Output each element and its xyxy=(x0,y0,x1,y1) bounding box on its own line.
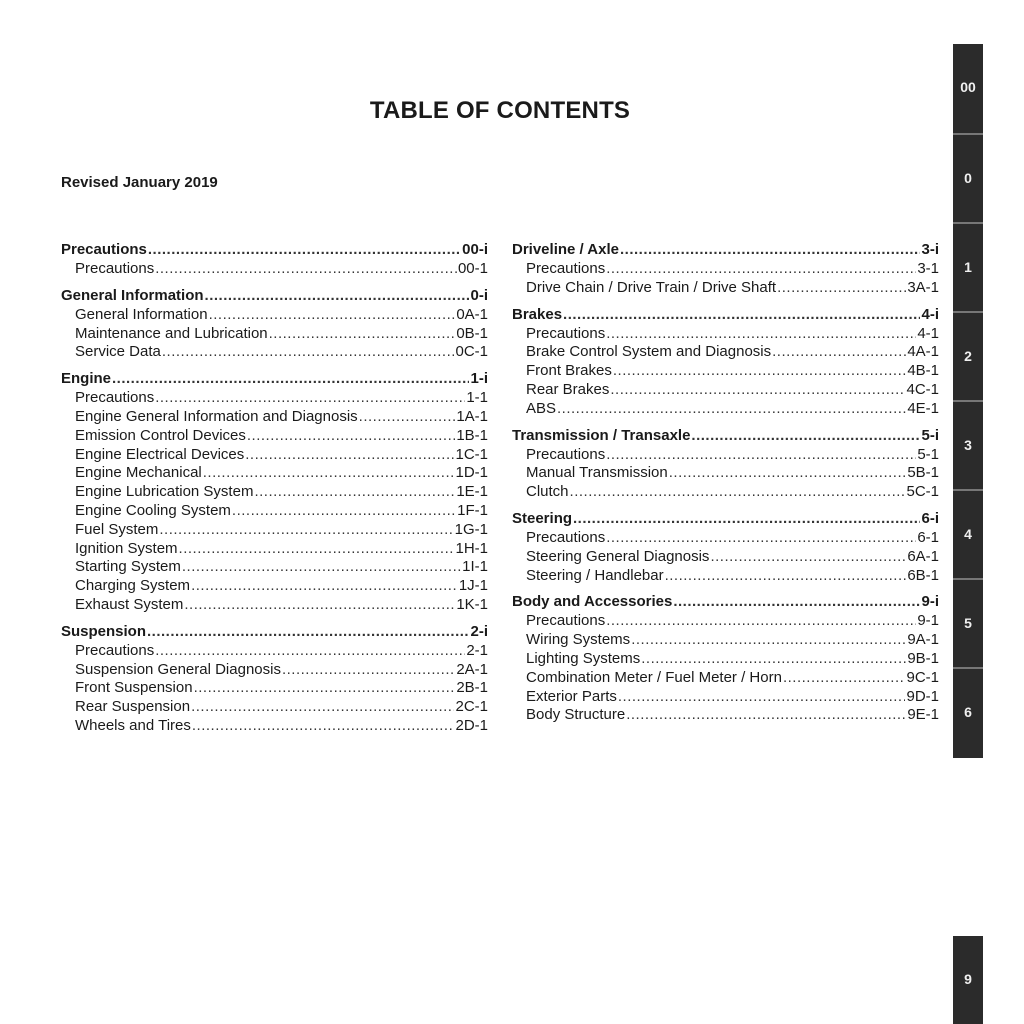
entry-title: Brake Control System and Diagnosis xyxy=(526,343,772,361)
entry-page-number: 0C-1 xyxy=(455,343,488,361)
dot-leader xyxy=(613,362,906,381)
toc-entry[interactable] xyxy=(61,389,488,408)
dot-leader xyxy=(179,540,455,559)
entry-page-number: 2A-1 xyxy=(456,660,488,678)
dot-leader xyxy=(563,305,920,325)
entry-page-number: 9A-1 xyxy=(907,631,939,649)
section-tab-label: 6 xyxy=(964,704,972,720)
toc-right-column xyxy=(512,240,939,732)
section-page-number: 5-i xyxy=(921,426,939,444)
entry-page-number: 1A-1 xyxy=(456,407,488,425)
toc-entry[interactable] xyxy=(512,548,939,567)
entry-title: Precautions xyxy=(75,389,155,407)
toc-entry[interactable] xyxy=(512,260,939,279)
entry-title: Wiring Systems xyxy=(526,631,631,649)
toc-entry[interactable] xyxy=(512,529,939,548)
dot-leader xyxy=(772,343,906,362)
dot-leader xyxy=(710,548,906,567)
toc-section-general-information xyxy=(61,286,488,362)
toc-section-heading[interactable] xyxy=(61,622,488,642)
toc-entry[interactable] xyxy=(61,464,488,483)
dot-leader xyxy=(112,369,469,389)
section-title: General Information xyxy=(61,286,204,304)
entry-title: Precautions xyxy=(75,641,155,659)
toc-entry[interactable] xyxy=(512,650,939,669)
dot-leader xyxy=(162,343,455,362)
entry-title: Precautions xyxy=(526,324,606,342)
section-title: Steering xyxy=(512,509,573,527)
entry-title: Combination Meter / Fuel Meter / Horn xyxy=(526,668,782,686)
section-tab-label: 0 xyxy=(964,170,972,186)
toc-entry[interactable] xyxy=(61,343,488,362)
entry-title: Engine Cooling System xyxy=(75,501,231,519)
toc-entry[interactable] xyxy=(512,706,939,725)
entry-page-number: 2B-1 xyxy=(456,679,488,697)
dot-leader xyxy=(618,688,906,707)
dot-leader xyxy=(691,426,920,446)
entry-title: Starting System xyxy=(75,558,181,576)
dot-leader xyxy=(159,521,453,540)
dot-leader xyxy=(254,483,455,502)
entry-title: Rear Suspension xyxy=(75,698,191,716)
entry-page-number: 2-1 xyxy=(466,641,488,659)
section-tab-4[interactable] xyxy=(953,489,983,580)
section-tab-1[interactable] xyxy=(953,222,983,313)
toc-entry[interactable] xyxy=(61,558,488,577)
toc-left-column xyxy=(61,240,488,743)
toc-entry[interactable] xyxy=(512,688,939,707)
toc-entry[interactable] xyxy=(61,260,488,279)
dot-leader xyxy=(282,661,455,680)
entry-page-number: 6-1 xyxy=(917,528,939,546)
toc-entry[interactable] xyxy=(61,306,488,325)
section-title: Driveline / Axle xyxy=(512,241,619,258)
dot-leader xyxy=(610,381,905,400)
toc-section-heading[interactable] xyxy=(512,509,939,529)
section-page-number: 3-i xyxy=(921,241,939,258)
entry-page-number: 5C-1 xyxy=(906,483,939,501)
entry-title: Fuel System xyxy=(75,520,159,538)
entry-page-number: 1B-1 xyxy=(456,426,488,444)
toc-entry[interactable] xyxy=(512,612,939,631)
entry-page-number: 1E-1 xyxy=(456,483,488,501)
entry-title: Front Suspension xyxy=(75,679,193,697)
dot-leader xyxy=(209,306,456,325)
section-page-number: 9-i xyxy=(921,593,939,611)
section-tab-label: 00 xyxy=(960,79,976,95)
section-title: Precautions xyxy=(61,241,147,258)
section-title: Suspension xyxy=(61,622,147,640)
toc-entry[interactable] xyxy=(61,596,488,615)
toc-entry[interactable] xyxy=(61,717,488,736)
dot-leader xyxy=(606,529,916,548)
entry-page-number: 4E-1 xyxy=(907,399,939,417)
toc-entry[interactable] xyxy=(512,279,939,298)
toc-entry[interactable] xyxy=(61,679,488,698)
entry-title: Drive Chain / Drive Train / Drive Shaft xyxy=(526,278,777,296)
dot-leader xyxy=(147,622,469,642)
toc-entry[interactable] xyxy=(61,325,488,344)
section-page-number: 0-i xyxy=(470,286,488,304)
toc-entry[interactable] xyxy=(512,343,939,362)
entry-title: Wheels and Tires xyxy=(75,716,191,734)
entry-page-number: 1K-1 xyxy=(456,595,488,613)
dot-leader xyxy=(155,389,465,408)
section-tab-label: 5 xyxy=(964,615,972,631)
toc-entry[interactable] xyxy=(61,427,488,446)
entry-title: ABS xyxy=(526,399,557,417)
dot-leader xyxy=(557,400,906,419)
toc-entry[interactable] xyxy=(512,381,939,400)
entry-title: Clutch xyxy=(526,483,569,501)
dot-leader xyxy=(203,464,455,483)
dot-leader xyxy=(626,706,906,725)
entry-page-number: 0A-1 xyxy=(456,305,488,323)
dot-leader xyxy=(606,325,916,344)
toc-entry[interactable] xyxy=(61,446,488,465)
entry-title: Precautions xyxy=(75,260,155,277)
entry-title: General Information xyxy=(75,305,208,323)
section-tab-6[interactable] xyxy=(953,667,983,758)
entry-title: Rear Brakes xyxy=(526,380,610,398)
toc-section-transmission-transaxle xyxy=(512,426,939,502)
toc-entry[interactable] xyxy=(61,483,488,502)
entry-title: Maintenance and Lubrication xyxy=(75,324,268,342)
section-tab-3[interactable] xyxy=(953,400,983,491)
entry-page-number: 4B-1 xyxy=(907,362,939,380)
toc-section-engine xyxy=(61,369,488,615)
entry-title: Engine Electrical Devices xyxy=(75,445,245,463)
entry-page-number: 5-1 xyxy=(917,445,939,463)
toc-entry[interactable] xyxy=(512,325,939,344)
entry-title: Steering / Handlebar xyxy=(526,566,664,584)
toc-section-heading[interactable] xyxy=(61,369,488,389)
dot-leader xyxy=(194,679,456,698)
dot-leader xyxy=(665,567,907,586)
entry-page-number: 00-1 xyxy=(457,260,488,277)
entry-page-number: 1F-1 xyxy=(457,501,488,519)
entry-title: Emission Control Devices xyxy=(75,426,246,444)
entry-page-number: 6B-1 xyxy=(907,566,939,584)
entry-title: Front Brakes xyxy=(526,362,612,380)
section-tab-label: 2 xyxy=(964,348,972,364)
dot-leader xyxy=(245,446,454,465)
toc-entry[interactable] xyxy=(61,577,488,596)
toc-section-heading[interactable] xyxy=(61,240,488,260)
entry-page-number: 4A-1 xyxy=(907,343,939,361)
section-title: Engine xyxy=(61,370,112,388)
section-tab-2[interactable] xyxy=(953,311,983,402)
dot-leader xyxy=(777,279,906,298)
entry-title: Manual Transmission xyxy=(526,464,668,482)
revision-date: Revised January 2019 xyxy=(61,174,218,191)
toc-entry[interactable] xyxy=(512,567,939,586)
dot-leader xyxy=(641,650,906,669)
toc-entry[interactable] xyxy=(512,400,939,419)
toc-section-heading[interactable] xyxy=(61,286,488,306)
entry-title: Precautions xyxy=(526,612,606,630)
entry-title: Engine Lubrication System xyxy=(75,483,254,501)
toc-section-heading[interactable] xyxy=(512,240,939,260)
dot-leader xyxy=(191,577,458,596)
dot-leader xyxy=(359,408,456,427)
section-tab-00[interactable] xyxy=(953,44,983,135)
toc-entry[interactable] xyxy=(61,502,488,521)
toc-section-body-and-accessories xyxy=(512,592,939,725)
section-tab-0[interactable] xyxy=(953,133,983,224)
toc-entry[interactable] xyxy=(512,631,939,650)
toc-entry[interactable] xyxy=(512,483,939,502)
section-title: Transmission / Transaxle xyxy=(512,426,691,444)
toc-entry[interactable] xyxy=(61,661,488,680)
entry-title: Service Data xyxy=(75,343,161,361)
dot-leader xyxy=(269,325,456,344)
section-page-number: 4-i xyxy=(921,305,939,323)
entry-title: Charging System xyxy=(75,577,191,595)
dot-leader xyxy=(606,446,916,465)
entry-page-number: 4C-1 xyxy=(906,380,939,398)
entry-page-number: 1D-1 xyxy=(455,464,488,482)
entry-page-number: 2C-1 xyxy=(455,698,488,716)
section-title: Body and Accessories xyxy=(512,593,673,611)
dot-leader xyxy=(606,260,916,279)
entry-page-number: 3-1 xyxy=(917,260,939,277)
section-tab-label: 4 xyxy=(964,526,972,542)
dot-leader xyxy=(669,464,907,483)
dot-leader xyxy=(247,427,455,446)
entry-page-number: 1J-1 xyxy=(458,577,488,595)
entry-title: Precautions xyxy=(526,445,606,463)
section-page-number: 6-i xyxy=(921,509,939,527)
entry-page-number: 9-1 xyxy=(917,612,939,630)
entry-title: Exhaust System xyxy=(75,595,184,613)
toc-section-heading[interactable] xyxy=(512,305,939,325)
entry-page-number: 5B-1 xyxy=(907,464,939,482)
toc-section-brakes xyxy=(512,305,939,419)
entry-title: Ignition System xyxy=(75,539,178,557)
entry-title: Steering General Diagnosis xyxy=(526,547,710,565)
entry-page-number: 1-1 xyxy=(466,389,488,407)
dot-leader xyxy=(155,260,457,279)
dot-leader xyxy=(184,596,455,615)
toc-section-suspension xyxy=(61,622,488,736)
section-tab-5[interactable] xyxy=(953,578,983,669)
dot-leader xyxy=(573,509,920,529)
section-page-number: 2-i xyxy=(470,622,488,640)
section-page-number: 1-i xyxy=(470,370,488,388)
toc-entry[interactable] xyxy=(61,698,488,717)
toc-entry[interactable] xyxy=(512,669,939,688)
dot-leader xyxy=(783,669,906,688)
entry-title: Lighting Systems xyxy=(526,649,641,667)
toc-entry[interactable] xyxy=(61,521,488,540)
section-tab-label: 1 xyxy=(964,259,972,275)
entry-title: Precautions xyxy=(526,528,606,546)
section-tab-label: 9 xyxy=(964,971,972,987)
entry-title: Suspension General Diagnosis xyxy=(75,660,281,678)
entry-title: Precautions xyxy=(526,260,606,277)
dot-leader xyxy=(148,240,461,260)
section-tab-label: 3 xyxy=(964,437,972,453)
entry-page-number: 2D-1 xyxy=(455,716,488,734)
toc-section-precautions xyxy=(61,240,488,279)
section-page-number: 00-i xyxy=(462,241,488,258)
section-tab-9[interactable] xyxy=(953,936,983,1024)
entry-page-number: 4-1 xyxy=(917,324,939,342)
entry-page-number: 1H-1 xyxy=(455,539,488,557)
section-title: Brakes xyxy=(512,305,563,323)
entry-page-number: 9B-1 xyxy=(907,649,939,667)
entry-page-number: 1C-1 xyxy=(455,445,488,463)
toc-entry[interactable] xyxy=(61,408,488,427)
toc-section-steering xyxy=(512,509,939,585)
entry-page-number: 6A-1 xyxy=(907,547,939,565)
toc-section-heading[interactable] xyxy=(512,592,939,612)
entry-title: Body Structure xyxy=(526,706,626,724)
dot-leader xyxy=(192,717,455,736)
page-title: TABLE OF CONTENTS xyxy=(369,97,631,124)
entry-page-number: 3A-1 xyxy=(907,278,939,296)
entry-title: Engine Mechanical xyxy=(75,464,202,482)
toc-section-driveline-axle xyxy=(512,240,939,298)
entry-page-number: 9C-1 xyxy=(906,668,939,686)
dot-leader xyxy=(205,286,470,306)
dot-leader xyxy=(232,502,456,521)
dot-leader xyxy=(631,631,906,650)
entry-page-number: 9E-1 xyxy=(907,706,939,724)
toc-entry[interactable] xyxy=(512,464,939,483)
dot-leader xyxy=(570,483,906,502)
entry-page-number: 9D-1 xyxy=(906,687,939,705)
dot-leader xyxy=(620,240,920,260)
toc-entry[interactable] xyxy=(512,362,939,381)
dot-leader xyxy=(182,558,461,577)
toc-entry[interactable] xyxy=(61,540,488,559)
entry-title: Exterior Parts xyxy=(526,687,617,705)
dot-leader xyxy=(155,642,465,661)
dot-leader xyxy=(191,698,454,717)
entry-title: Engine General Information and Diagnosis xyxy=(75,407,358,425)
entry-page-number: 1I-1 xyxy=(462,558,488,576)
entry-page-number: 0B-1 xyxy=(456,324,488,342)
toc-entry[interactable] xyxy=(61,642,488,661)
dot-leader xyxy=(673,592,920,612)
toc-section-heading[interactable] xyxy=(512,426,939,446)
toc-entry[interactable] xyxy=(512,446,939,465)
entry-page-number: 1G-1 xyxy=(454,520,488,538)
dot-leader xyxy=(606,612,916,631)
